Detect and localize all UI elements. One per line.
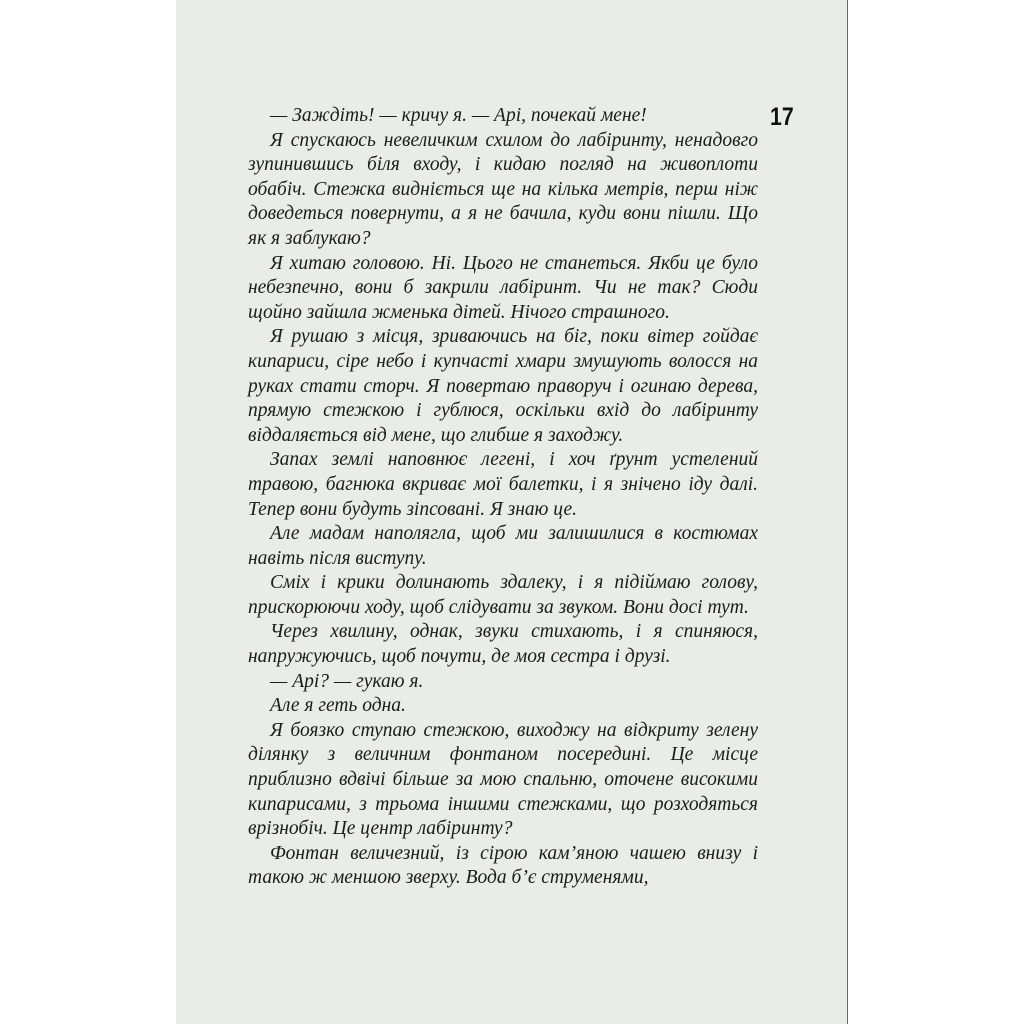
paragraph: Але я геть одна. xyxy=(270,695,406,717)
paragraph: Я боязко ступаю стежкою, виходжу на відкриту зелену ділянку з величним фонтаном посередині. Це місце приблизно вдвічі більше за мою спальню, оточене високими кипарисами, з трьома іншими стежками, що розходяться врізнобіч. Це центр лабіринту? xyxy=(248,719,758,840)
paragraph: Я рушаю з місця, зриваючись на біг, поки вітер гойдає кипариси, сіре небо і купчасті хмари змушують волосся на руках стати сторч. Я повертаю праворуч і огинаю дерева, прямую стежкою і гублюся, оскільки вхід до лабіринту віддаляється від мене, що глибше я заходжу. xyxy=(248,326,758,446)
paragraph: Через хвилину, однак, звуки стихають, і я спиняюся, напружуючись, щоб почути, де моя сестра і друзі. xyxy=(248,621,758,668)
paragraph: Фонтан величезний, із сірою кам’яною чашею внизу і такою ж меншою зверху. Вода б’є струменями, xyxy=(248,842,758,889)
paragraph: Я спускаюсь невеличким схилом до лабіринту, ненадовго зупинившись біля входу, і кидаю погляд на живоплоти обабіч. Стежка видніється ще на кілька метрів, перш ніж доведеться повернути, а я не бачила, куди вони пішли. Що як я заблукаю? xyxy=(248,129,758,249)
paragraph: Запах землі наповнює легені, і хоч ґрунт устелений травою, багнюка вкриває мої балетки, і я знічено іду далі. Тепер вони будуть зіпсовані. Я знаю це. xyxy=(248,449,758,520)
body-text xyxy=(248,104,758,891)
paragraph: — Заждіть! — кричу я. — Арі, почекай мене! xyxy=(270,105,647,126)
paragraph: Сміх і крики долинають здалеку, і я підіймаю голову, прискорюючи ходу, щоб слідувати за звуком. Вони досі тут. xyxy=(248,572,758,618)
paragraph: Але мадам наполягла, щоб ми залишилися в костюмах навіть після виступу. xyxy=(248,523,758,569)
paragraph: — Арі? — гукаю я. xyxy=(270,670,424,692)
paragraph: Я хитаю головою. Ні. Цього не станеться. Якби це було небезпечно, вони б закрили лабіринт. Чи не так? Сюди щойно зайшла жменька дітей. Нічого страшного. xyxy=(248,252,758,323)
page-number: 17 xyxy=(770,103,794,131)
